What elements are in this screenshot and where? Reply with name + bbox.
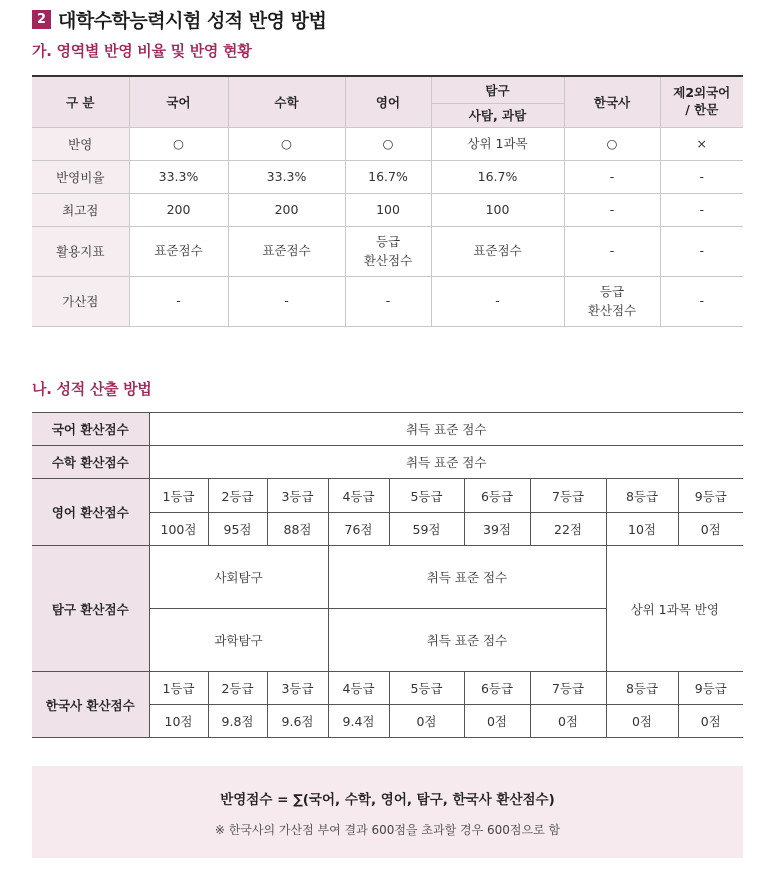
history-grade-cell: 9등급	[678, 672, 743, 705]
table-cell: 33.3%	[228, 160, 345, 193]
table-cell: -	[660, 160, 743, 193]
table-cell: ×	[660, 127, 743, 160]
english-grade-cell: 7등급	[530, 479, 606, 513]
history-score-cell: 0점	[678, 705, 743, 738]
table-row	[32, 226, 743, 276]
english-grade-cell: 3등급	[267, 479, 328, 513]
table-cell: -	[564, 160, 660, 193]
table-cell: ○	[228, 127, 345, 160]
table-cell: -	[660, 276, 743, 326]
history-grade-cell: 2등급	[208, 672, 267, 705]
table-cell: 33.3%	[129, 160, 228, 193]
table-cell: -	[431, 276, 564, 326]
row-label: 가산점	[32, 276, 129, 326]
table-cell: -	[345, 276, 431, 326]
row-label: 반영비율	[32, 160, 129, 193]
table-row	[32, 193, 743, 226]
table-cell: ○	[129, 127, 228, 160]
history-grade-cell: 3등급	[267, 672, 328, 705]
history-grade-cell: 5등급	[389, 672, 464, 705]
table-row	[32, 127, 743, 160]
history-grade-cell: 1등급	[149, 672, 208, 705]
table-cell: 표준점수	[129, 226, 228, 276]
table-cell: 표준점수	[228, 226, 345, 276]
table-cell: -	[564, 193, 660, 226]
korean-score-label: 국어 환산점수	[32, 413, 149, 446]
row-label: 최고점	[32, 193, 129, 226]
formula-note: ※ 한국사의 가산점 부여 결과 600점을 초과할 경우 600점으로 함	[214, 823, 561, 837]
header-inquiry: 탐구	[431, 76, 564, 103]
table-cell: 16.7%	[431, 160, 564, 193]
table-cell: 100	[345, 193, 431, 226]
korean-score-value: 취득 표준 점수	[149, 413, 743, 446]
english-score-cell: 39점	[464, 513, 530, 546]
table-cell: 200	[129, 193, 228, 226]
header-math: 수학	[228, 76, 345, 127]
english-score-cell: 59점	[389, 513, 464, 546]
part-b-title: 나. 성적 산출 방법	[32, 380, 152, 398]
history-score-cell: 0점	[389, 705, 464, 738]
english-grade-cell: 9등급	[678, 479, 743, 513]
table-cell: 등급 환산점수	[345, 226, 431, 276]
inquiry-note: 상위 1과목 반영	[606, 546, 743, 672]
english-grade-cell: 5등급	[389, 479, 464, 513]
formula-box	[32, 766, 743, 858]
table-cell: -	[564, 226, 660, 276]
english-grade-cell: 4등급	[328, 479, 389, 513]
header-category: 구 분	[32, 76, 129, 127]
section-title-text: 대학수학능력시험 성적 반영 방법	[58, 9, 327, 32]
english-grade-cell: 8등급	[606, 479, 678, 513]
english-score-cell: 88점	[267, 513, 328, 546]
math-score-label: 수학 환산점수	[32, 446, 149, 479]
history-score-cell: 10점	[149, 705, 208, 738]
table-cell: 상위 1과목	[431, 127, 564, 160]
history-score-cell: 0점	[464, 705, 530, 738]
history-score-label: 한국사 환산점수	[32, 672, 149, 738]
table-cell: 200	[228, 193, 345, 226]
table-cell: -	[660, 226, 743, 276]
history-grade-cell: 4등급	[328, 672, 389, 705]
section-number-badge: 2	[32, 10, 51, 29]
social-inquiry-label: 사회탐구	[149, 546, 328, 609]
table-cell: ○	[345, 127, 431, 160]
english-score-cell: 76점	[328, 513, 389, 546]
table-cell: 16.7%	[345, 160, 431, 193]
row-label: 반영	[32, 127, 129, 160]
history-score-cell: 9.8점	[208, 705, 267, 738]
history-score-cell: 0점	[606, 705, 678, 738]
table-cell: 표준점수	[431, 226, 564, 276]
row-label: 활용지표	[32, 226, 129, 276]
english-grade-cell: 6등급	[464, 479, 530, 513]
reflection-ratio-table	[32, 75, 743, 327]
table-cell: 100	[431, 193, 564, 226]
formula-text: 반영점수 = ∑(국어, 수학, 영어, 탐구, 한국사 환산점수)	[220, 792, 555, 808]
header-korean: 국어	[129, 76, 228, 127]
header-english: 영어	[345, 76, 431, 127]
history-score-cell: 9.6점	[267, 705, 328, 738]
header-second-language: 제2외국어 / 한문	[660, 76, 743, 127]
part-a-title: 가. 영역별 반영 비율 및 반영 현황	[32, 42, 252, 60]
english-score-cell: 100점	[149, 513, 208, 546]
science-inquiry-label: 과학탐구	[149, 609, 328, 672]
history-grade-cell: 8등급	[606, 672, 678, 705]
history-grade-cell: 7등급	[530, 672, 606, 705]
table-cell: -	[129, 276, 228, 326]
social-inquiry-value: 취득 표준 점수	[328, 546, 606, 609]
table-cell: 등급 환산점수	[564, 276, 660, 326]
math-score-value: 취득 표준 점수	[149, 446, 743, 479]
english-score-cell: 10점	[606, 513, 678, 546]
english-score-cell: 22점	[530, 513, 606, 546]
score-calculation-table	[32, 412, 743, 738]
header-history: 한국사	[564, 76, 660, 127]
table-cell: -	[228, 276, 345, 326]
header-inquiry-sub: 사탐, 과탐	[431, 103, 564, 127]
history-grade-cell: 6등급	[464, 672, 530, 705]
english-score-label: 영어 환산점수	[32, 479, 149, 546]
english-score-cell: 0점	[678, 513, 743, 546]
table-cell: -	[660, 193, 743, 226]
table-row	[32, 276, 743, 326]
science-inquiry-value: 취득 표준 점수	[328, 609, 606, 672]
english-grade-cell: 2등급	[208, 479, 267, 513]
inquiry-score-label: 탐구 환산점수	[32, 546, 149, 672]
section-title	[32, 6, 326, 32]
history-score-cell: 9.4점	[328, 705, 389, 738]
english-score-cell: 95점	[208, 513, 267, 546]
table-row	[32, 160, 743, 193]
table-cell: ○	[564, 127, 660, 160]
history-score-cell: 0점	[530, 705, 606, 738]
english-grade-cell: 1등급	[149, 479, 208, 513]
